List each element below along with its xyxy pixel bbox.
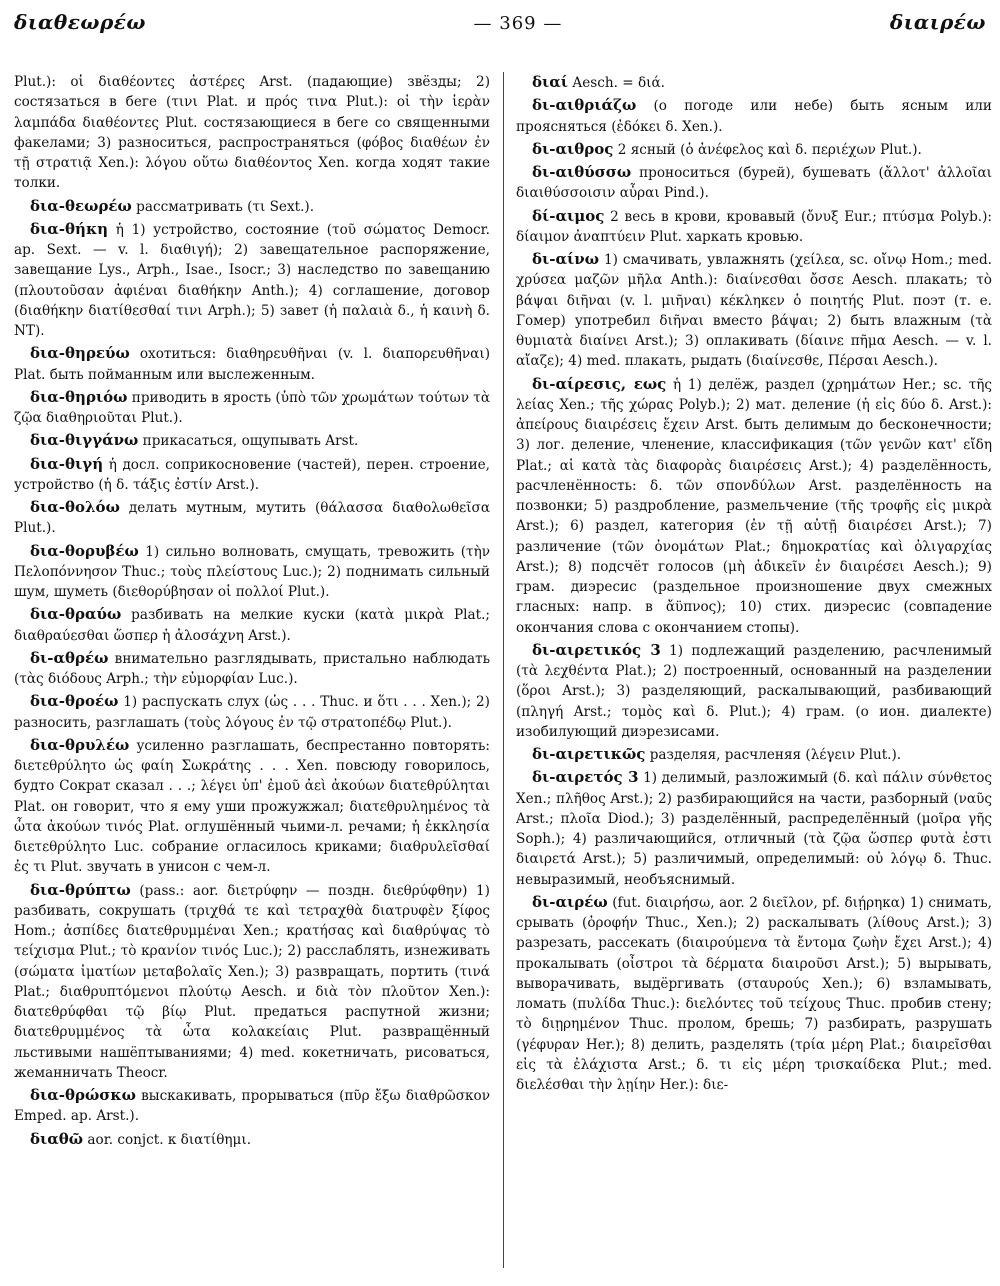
dictionary-entry xyxy=(14,880,490,1084)
dictionary-entry xyxy=(14,430,490,451)
dictionary-entry xyxy=(14,497,490,539)
entry-headword: δια-θορυβέω xyxy=(30,541,139,560)
dictionary-entry xyxy=(14,387,490,429)
entry-definition: выскакивать, прорываться (πῦρ ἔξω διαθρῶσκον Emped. ap. Arst.). xyxy=(14,1088,490,1125)
entry-headword: δι-αίνω xyxy=(532,250,599,268)
entry-headword: διαί xyxy=(532,73,569,91)
dictionary-entry xyxy=(14,219,490,342)
dictionary-entry xyxy=(14,735,490,878)
entry-headword: δι-αιθρος xyxy=(532,139,614,158)
entry-definition: прикасаться, ощупывать Arst. xyxy=(142,433,359,450)
left-column xyxy=(14,72,490,1272)
entry-definition: ἡ досл. соприкосновение (частей), перен. строение, устройство (ἡ δ. τάξις ἐστίν Arst.). xyxy=(14,456,490,493)
entry-headword: διαθῶ xyxy=(30,1129,84,1148)
running-head-left: διαθεωρέω xyxy=(14,10,146,34)
entry-definition: 1) подлежащий разделению, расчленимый (τὰ λεχθέντα Plat.); 2) построенный, основанный на разделении (ὅροι Arst.); 3) разделяющий, раскалывающий, разбивающий (πληγή Arst.; τομὸς καὶ δ. Plut.); 4) грам. (о ион. диалекте) изобилующий диэрезисами. xyxy=(516,642,992,740)
dictionary-entry xyxy=(516,744,992,765)
entry-definition: разбивать на мелкие куски (κατὰ μικρὰ Plat.; διαθραύεσθαι ὥσπερ ἡ ἁλοσάχνη Arst.). xyxy=(14,607,490,644)
entry-headword: δια-θιγγάνω xyxy=(30,431,139,450)
dictionary-entry xyxy=(14,648,490,690)
entry-definition: разделяя, расчленяя (λέγειν Plut.). xyxy=(649,747,902,763)
entry-definition: (pass.: aor. διετρύφην — поздн. διεθρύφθην) 1) разбивать, сокрушать (τριχθά τε καὶ τετραχθὰ διατρυφὲν ξίφος Hom.; ἀσπίδες διατεθρυμμέναι Xen.; κρατήσας καὶ διαθρύψας τὸ τείχισμα Plut.; τὸ κρανίον τινός Luc.); 2) расслаблять, изнеживать (σώματα ἱματίων μεταβολαῖς Xen.); 3) развращать, портить (τινά Plat.; διαθρυπτόμενοι πλούτῳ Aesch. и διὰ τὸν πλοῦτον Xen.): διατεθρύφθαι τῷ βίῳ Plut. предаться распутной жизни; διατεθρυμμένος τὰ ὦτα κολακείαις Plut. развращённый льстивыми нашёптываниями; 4) med. кокетничать, рисоваться, жеманничать Theocr. xyxy=(14,882,490,1081)
entry-definition: 1) сильно волновать, смущать, тревожить (τὴν Πελοπόννησον Thuc.; τοὺς πλείστους Luc.); 2) поднимать сильный шум, шуметь (διεθορύβησαν οἱ πολλοί Plut.). xyxy=(14,543,490,600)
dictionary-entry xyxy=(14,343,490,385)
dictionary-entry xyxy=(516,640,992,742)
dictionary-entry xyxy=(516,767,992,890)
entry-definition: 2 ясный (ὁ ἀνέφελος καὶ δ. περιέχων Plut.). xyxy=(617,141,922,158)
entry-headword: δι-αιθριάζω xyxy=(532,96,637,115)
entry-headword: δί-αιμος xyxy=(532,206,605,225)
page-number: — 369 — xyxy=(473,13,563,34)
dictionary-entry xyxy=(14,72,490,194)
dictionary-entry xyxy=(516,162,992,204)
entry-headword: δια-θιγή xyxy=(30,454,104,473)
dictionary-entry xyxy=(14,604,490,646)
entry-definition: ἡ 1) устройство, состояние (τοῦ σώματος Democr. ap. Sext. — v. l. διαθιγή); 2) завещательное распоряжение, завещание Lys., Arph., Isae., Isocr.; 3) наследство по завещанию (πλουτοῦσαν ἀφιέναι διαθήκην Anth.); 4) соглашение, договор (διαθήκην διατίθεσθαί τινι Arph.); 5) завет (ἡ παλαιὰ δ., ἡ καινὴ δ. NT). xyxy=(14,221,490,339)
column-divider xyxy=(503,72,504,1268)
entry-definition: рассматривать (τι Sext.). xyxy=(136,198,315,215)
entry-definition: (о погоде или небе) быть ясным или проясняться (ἐδόκει δ. Xen.). xyxy=(516,98,992,135)
entry-definition: 2 весь в крови, кровавый (ὄνυξ Eur.; πτύσμα Polyb.): δίαιμον ἀναπτύειν Plut. харкать кровью. xyxy=(516,208,992,245)
entry-headword: δι-αιρετικῶς xyxy=(532,745,646,763)
entry-headword: δια-θήκη xyxy=(30,219,109,238)
entry-headword: δια-θηριόω xyxy=(30,387,128,406)
entry-definition: проноситься (бурей), бушевать (ἄλλοτ' ἀλλοῖαι διαιθύσσοισιν αὖραι Pind.). xyxy=(516,165,992,202)
entry-definition: aor. conjct. к διατίθημι. xyxy=(87,1131,252,1148)
entry-headword: δια-θηρεύω xyxy=(30,344,130,363)
dictionary-entry xyxy=(14,541,490,603)
dictionary-entry xyxy=(14,1085,490,1127)
dictionary-entry xyxy=(516,249,992,372)
entry-definition: охотиться: διαθηρευθῆναι (v. l. διαπορευθῆναι) Plat. быть пойманным или выслеженным. xyxy=(14,346,490,383)
entry-definition: ἡ 1) делёж, раздел (χρημάτων Her.; sc. τῆς λείας Xen.; τῆς χώρας Polyb.); 2) мат. деление (ἡ εἰς δύο δ. Arst.): ἀπείρους διαιρέσεις ἔχειν Arst. быть делимым до бесконечности; 3) лог. деление, членение, классификация (τῶν γενῶν κατ' εἴδη Plat.; αἱ κατὰ τὰς διαφορὰς διαιρέσεις Arst.); 4) разделённость, расчленённость: δ. τῶν σπονδύλων Arst. разделённость на позвонки; 5) раздробление, размельчение (τῆς τροφῆς εἰς μικρὰ Arst.); 6) раздел, категория (ἐν τῇ αὐτῇ διαιρέσει Arst.); 7) различение (τῶν ὀνομάτων Plat.; δημοκρατίας καὶ ὀλιγαρχίας Arst.); 8) подсчёт голосов (μὴ ἀδικεῖν ἐν διαιρέσει Aesch.); 9) грам. диэресис (раздельное произношение двух смежных гласных: напр. в ἄϋπνος); 10) стих. диэресис (совпадение окончания слова с окончанием стопы). xyxy=(516,376,992,636)
dictionary-entry xyxy=(14,196,490,217)
entry-headword: δι-αθρέω xyxy=(30,648,109,667)
right-column xyxy=(516,72,992,1272)
dictionary-entry xyxy=(516,206,992,248)
dictionary-entry xyxy=(14,691,490,733)
dictionary-entry xyxy=(516,892,992,1096)
dictionary-entry xyxy=(516,95,992,137)
entry-definition: приводить в ярость (ὑπὸ τῶν χρωμάτων τούτων τὰ ζῷα διαθηριοῦται Plut.). xyxy=(14,389,490,426)
entry-headword: δι-αιρετικός 3 xyxy=(532,640,661,659)
running-header xyxy=(14,10,986,44)
entry-headword: δι-αιθύσσω xyxy=(532,163,632,181)
entry-headword: δια-θρυλέω xyxy=(30,735,130,754)
entry-definition: 1) смачивать, увлажнять (χείλεα, sc. οἴνῳ Hom.; med. χρύσεα μαζῶν μῆλα Anth.): διαίνεσθαι ὄσσε Aesch. плакать; τὸ βάψαι διῆναι (v. l. μιῆναι) κέκληκεν ὁ ποιητής Plut. поэт (т. е. Гомер) употребил διῆναι вместо βάψαι; 2) быть влажным (τὰ θυμιατὰ διαίνει Arst.); 3) оплакивать (δίαινε πῆμα Aesch. — v. l. αἴαζε); 4) med. плакать, рыдать (διαίνεσθε, Πέρσαι Aesch.). xyxy=(516,252,992,370)
entry-headword: δι-αίρεσις, εως xyxy=(532,374,667,393)
entry-headword: δια-θραύω xyxy=(30,605,122,624)
running-head-right: διαιρέω xyxy=(889,10,986,34)
entry-definition: Aesch. = διά. xyxy=(572,75,665,91)
entry-definition: Plut.): οἱ διαθέοντες ἀστέρες Arst. (падающие) звёзды; 2) состязаться в беге (τινι Plat. и πρός τινα Plut.): οἱ τὴν ἱερὰν λαμπάδα διαθέοντες Plut. состязающиеся в беге со священными факелами; 3) разноситься, распространяться (φόβος διαθέων ἐν τῇ στρατιᾷ Xen.): λόγου οὕτω διαθέοντος Xen. когда ходят такие толки. xyxy=(14,74,490,192)
entry-headword: δια-θροέω xyxy=(30,692,119,711)
dictionary-entry xyxy=(14,1129,490,1150)
dictionary-entry xyxy=(516,72,992,93)
entry-headword: δι-αιρετός 3 xyxy=(532,768,639,787)
dictionary-entry xyxy=(14,454,490,496)
entry-definition: внимательно разглядывать, пристально наблюдать (τὰς διόδους Arph.; τὴν εὐμορφίαν Luc.). xyxy=(14,650,490,687)
entry-definition: (fut. διαιρήσω, aor. 2 διεῖλον, pf. διῄρηκα) 1) снимать, срывать (ὀροφήν Thuc., Xen.); 2) раскалывать (λίθους Arst.); 3) разрезать, рассекать (διαιρούμενα τὰ ἔντομα ζωὴν ἔχει Arst.); 4) прокалывать (οἶστροι τὰ δέρματα διαιροῦσι Arst.); 5) вырывать, выворачивать, выдёргивать (σταυρούς Xen.); 6) взламывать, ломать (πυλίδα Thuc.): διελόντες τοῦ τείχους Thuc. пробив стену; τὸ διῃρημένον Thuc. пролом, брешь; 7) разбирать, разрушать (γέφυραν Her.); 8) делить, разделять (τρία μέρη Plat.; διαιρεῖσθαι εἰς τὰ ἐλάχιστα Arst.; δ. τι εἰς μέρη τρισκαίδεκα Plut.; med. διελέσθαι τὴν λῃίην Her.): διε- xyxy=(516,894,992,1093)
entry-definition: усиленно разглашать, беспрестанно повторять: διετεθρύλητο ὡς φαίη Σωκράτης . . . Xen. повсюду говорилось, будто Сократ сказал . . .; λέγει ὑπ' ἐμοῦ ἀεὶ ἀκούων διατεθρύληται Plat. он говорит, что я ему уши прожужжал; διατεθρυλημένος τὰ ὦτα ἀκούων τινός Plat. оглушённый чьими-л. речами; ἡ ἐκκλησία διετεθρύλητο Luc. собрание огласилось криками; διαθρυλεῖσθαί ἐς τι Plut. звучать в унисон с чем-л. xyxy=(14,737,490,876)
entry-headword: δι-αιρέω xyxy=(532,892,608,911)
entry-headword: δια-θολόω xyxy=(30,498,120,516)
entry-definition: делать мутным, мутить (θάλασσα διαθολωθεῖσα Plut.). xyxy=(14,500,490,537)
entry-headword: δια-θρώσκω xyxy=(30,1086,136,1104)
entry-definition: 1) распускать слух (ὡς . . . Thuc. и ὅτι . . . Xen.); 2) разносить, разглашать (τοὺς λόγους ἐν τῷ στρατοπέδῳ Plut.). xyxy=(14,694,490,731)
entry-definition: 1) делимый, разложимый (δ. καὶ πάλιν σύνθετος Xen.; πλῆθος Arst.); 2) разбирающийся на части, разборный (ναῦς Arst.; πλοῖα Diod.); 3) разделённый, распределённый (μοῖρα γῆς Soph.); 4) различающийся, отличный (τὰ ζῷα ὥσπερ φυτὰ ἐστι διαιρετά Arst.); 5) различимый, определимый: οὐ λόγῳ δ. Thuc. невыразимый, необъяснимый. xyxy=(516,770,992,888)
entry-headword: δια-θεωρέω xyxy=(30,196,132,215)
dictionary-entry xyxy=(516,139,992,160)
entry-headword: δια-θρύπτω xyxy=(30,880,131,899)
dictionary-entry xyxy=(516,374,992,638)
